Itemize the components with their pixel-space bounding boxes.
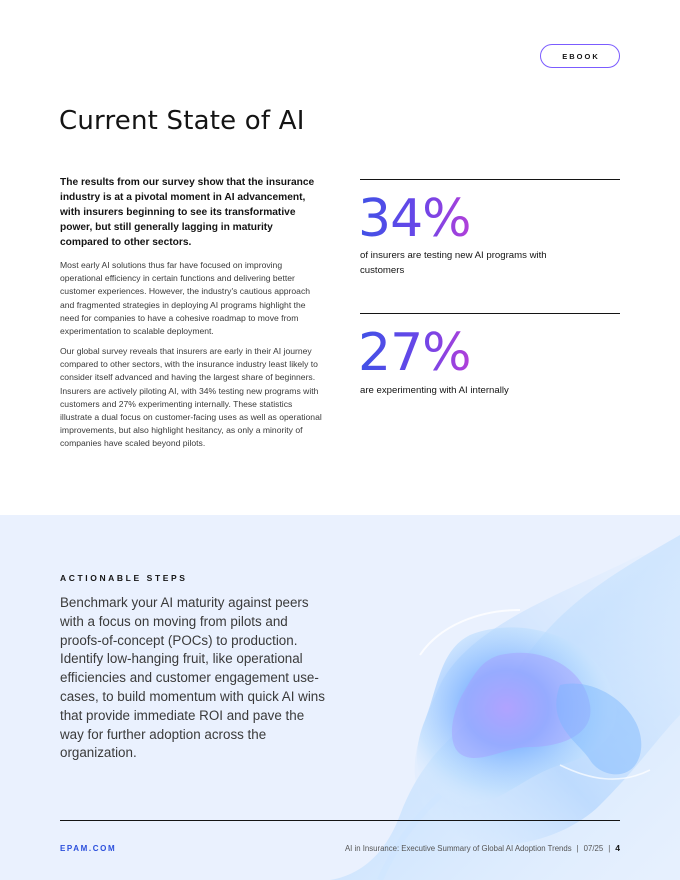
footer-separator: |: [576, 843, 579, 853]
stat-caption-2: are experimenting with AI internally: [360, 385, 509, 396]
footer-divider: [60, 820, 620, 821]
stat-divider-2: [360, 313, 620, 314]
actionable-steps-text: Benchmark your AI maturity against peers with a focus on moving from pilots and proofs-of-concept (POCs) to production. Identify low-hanging fruit, like operational efficiencies and customer engagement use-cases, to build momentum with quick AI wins that provide immediate ROI and pave the way for further adoption across the organization.: [60, 595, 325, 761]
actionable-steps-heading: ACTIONABLE STEPS: [60, 573, 188, 583]
ebook-badge: EBOOK: [540, 44, 620, 68]
stat-value-1: 34%: [358, 189, 471, 249]
page-number: 4: [615, 843, 620, 853]
footer-brand-link[interactable]: EPAM.COM: [60, 844, 117, 853]
intro-paragraph: The results from our survey show that the insurance industry is at a pivotal moment in AI advancement, with insurers beginning to see its transformative power, but still generally lagging in maturity compared to other sectors.: [60, 177, 315, 248]
body-paragraph-1: Most early AI solutions thus far have focused on improving operational efficiency in certain functions and delivering better customer experiences. However, the industry's cautious approach and fragmented strategies in deploying AI programs highlight the need for companies to have a cohesive roadmap to move from experimentation to scalable deployment.: [60, 260, 311, 337]
footer-doc-title: AI in Insurance: Executive Summary of Global AI Adoption Trends: [344, 843, 572, 853]
page-title: Current State of AI: [59, 106, 305, 136]
footer-meta: [345, 843, 620, 853]
footer-date: 07/25: [583, 843, 604, 853]
footer-separator: |: [608, 843, 611, 853]
body-paragraph-2: Our global survey reveals that insurers are early in their AI journey compared to other sectors, with the insurance industry least likely to consider itself advanced and having the largest share of beginners. Insurers are actively piloting AI, with 34% testing new programs with customers and 27% experimenting internally. These statistics illustrate a dual focus on customer-facing uses as well as operational improvements, but also highlight hesitancy, as only a minority of companies have scaled beyond pilots.: [60, 346, 322, 449]
stat-value-2: 27%: [358, 323, 471, 383]
stat-caption-1: of insurers are testing new AI programs with customers: [360, 250, 547, 276]
stat-divider-1: [360, 179, 620, 180]
